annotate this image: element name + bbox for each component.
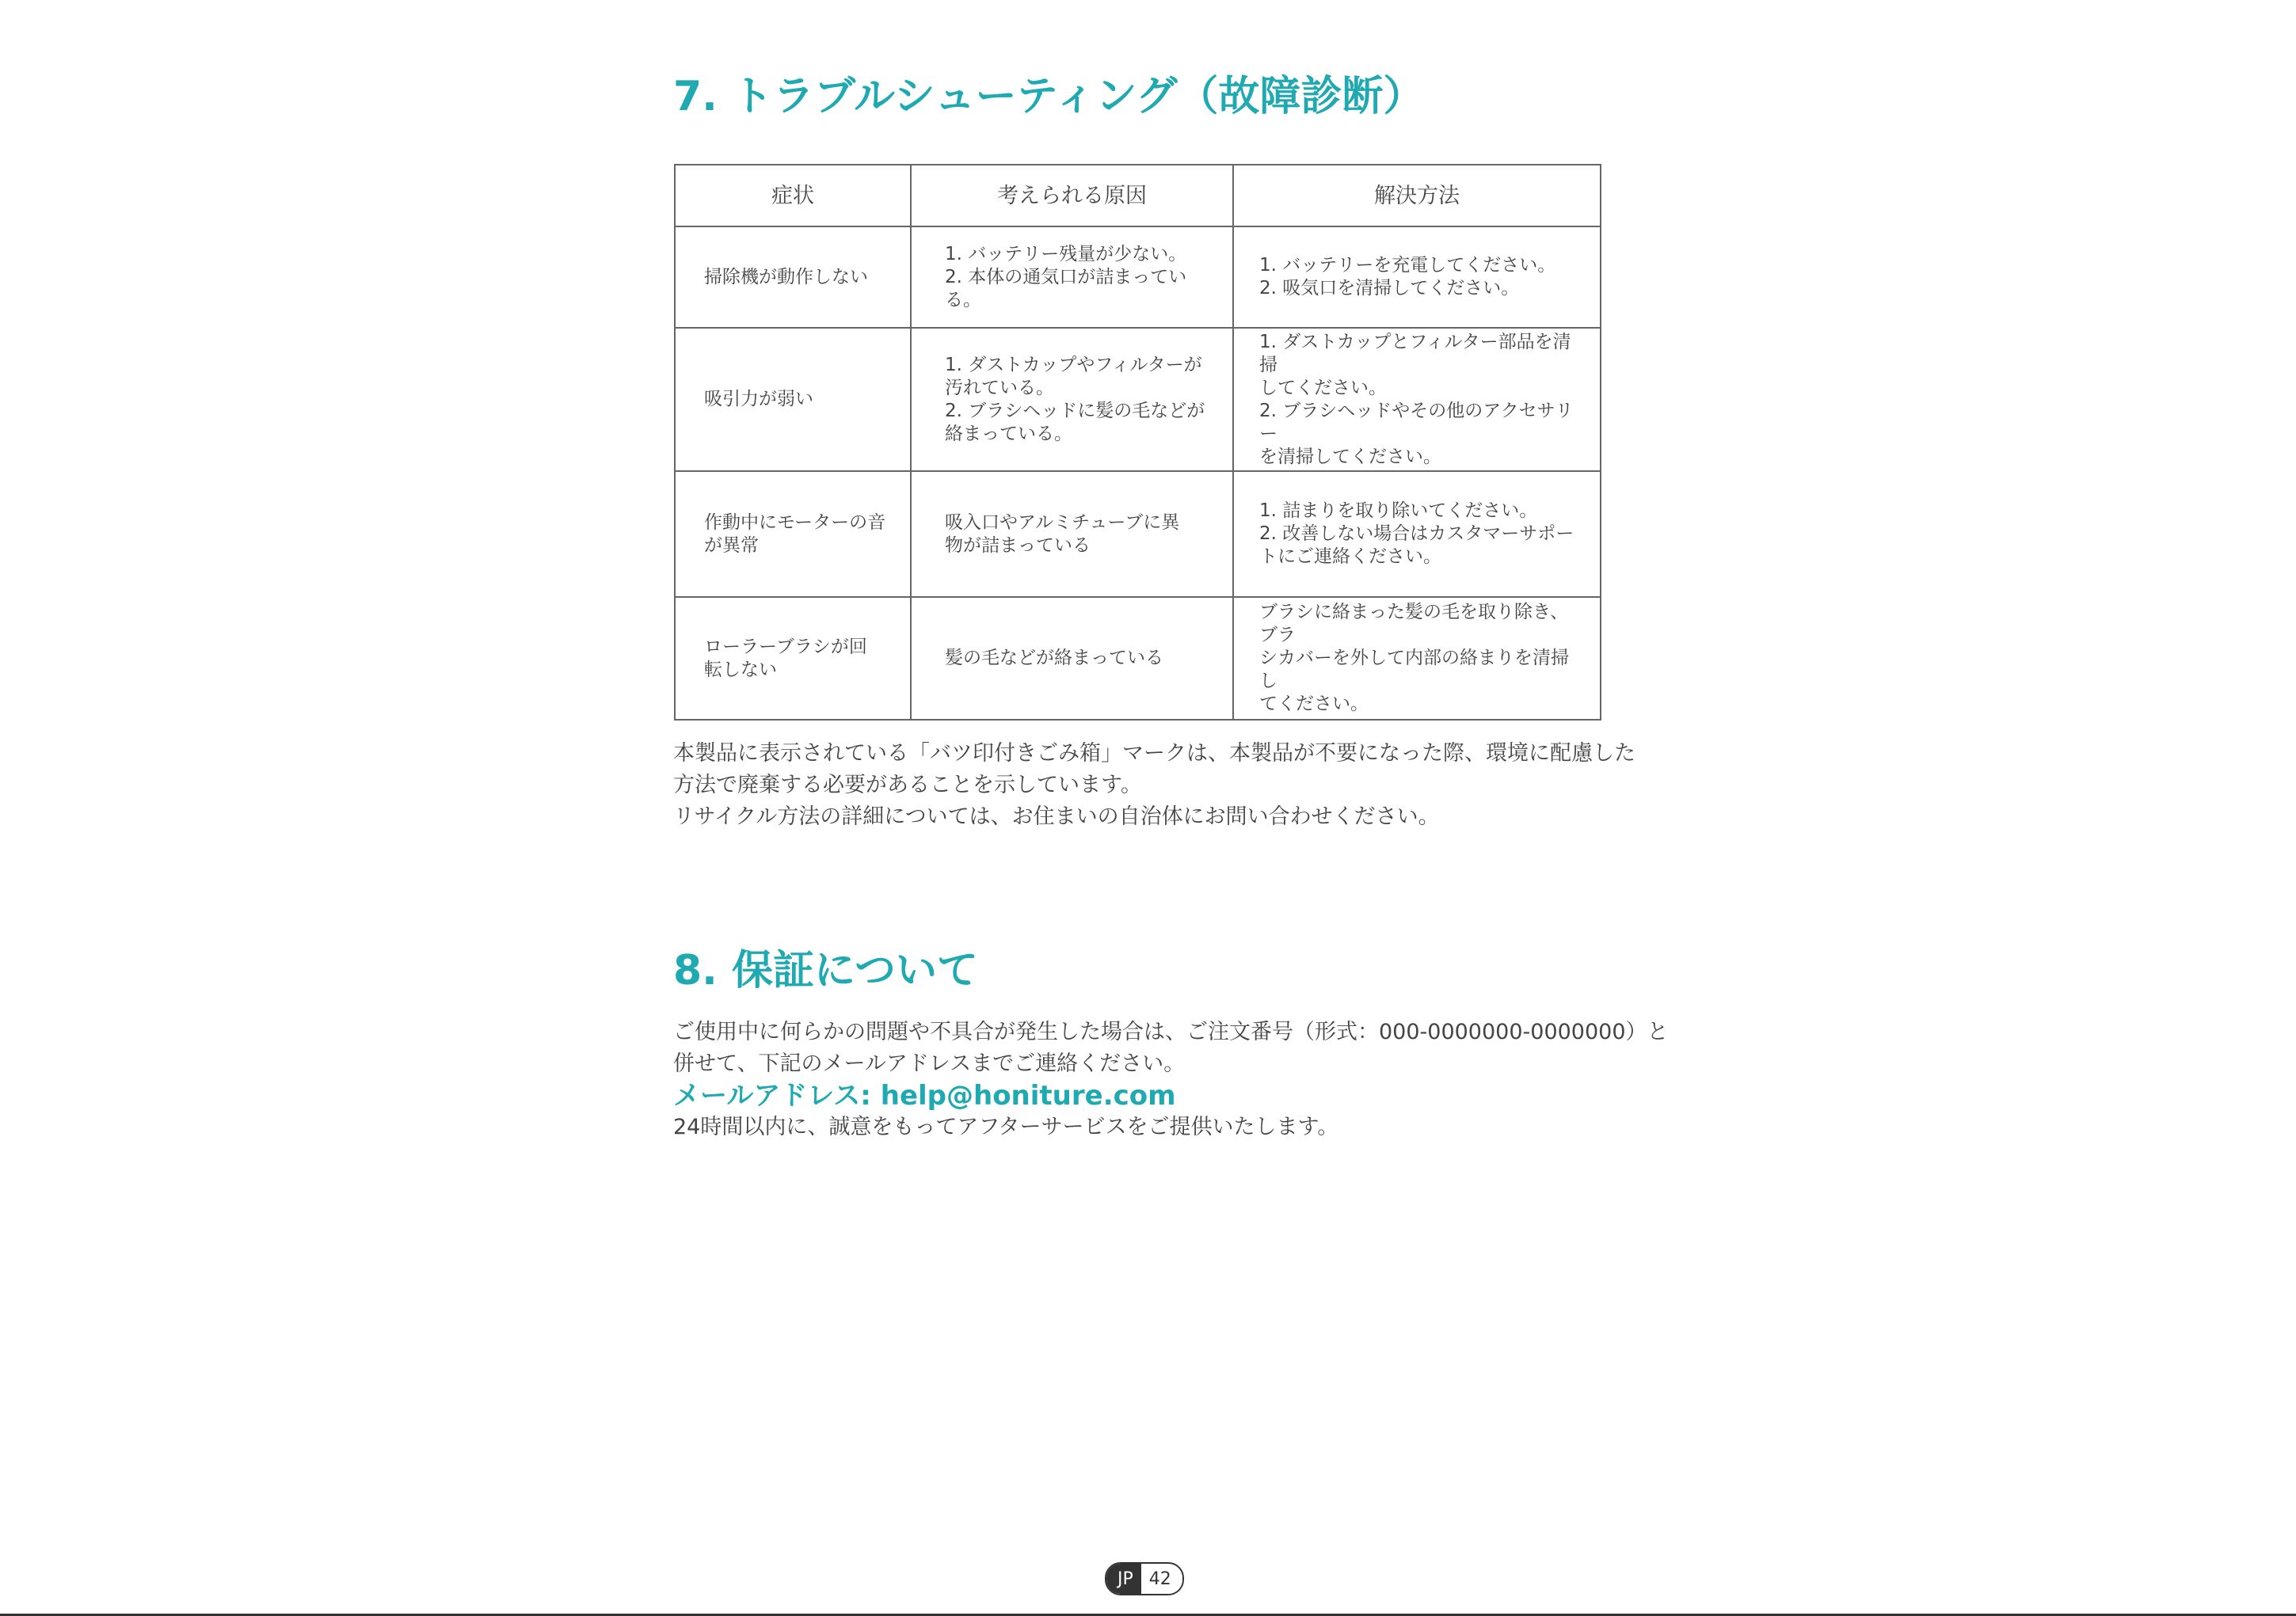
cause-cell: 1. バッテリー残量が少ない。 2. 本体の通気口が詰まってい る。 [911, 226, 1233, 328]
table-row [675, 226, 1601, 328]
table-row [675, 328, 1601, 471]
page-number: 42 [1141, 1564, 1182, 1594]
notice-line: リサイクル方法の詳細については、お住まいの自治体にお問い合わせください。 [673, 804, 1440, 829]
troubleshooting-heading: 7. トラブルシューティング（故障診断） [673, 73, 1425, 120]
table-row [675, 597, 1601, 720]
warranty-closing: 24時間以内に、誠意をもってアフターサービスをご提供いたします。 [673, 1115, 1339, 1139]
notice-line: 方法で廃棄する必要があることを示しています。 [673, 773, 1142, 797]
solution-cell: 1. バッテリーを充電してください。 2. 吸気口を清掃してください。 [1233, 226, 1601, 328]
table-row [675, 471, 1601, 597]
cause-cell: 髪の毛などが絡まっている [911, 597, 1233, 720]
disposal-notice [673, 738, 1635, 833]
warranty-line: 併せて、下記のメールアドレスまでご連絡ください。 [673, 1051, 1186, 1076]
symptom-cell: 吸引力が弱い [675, 328, 911, 471]
support-email[interactable]: メールアドレス: help@honiture.com [673, 1080, 1176, 1112]
symptom-cell: ローラーブラシが回 転しない [675, 597, 911, 720]
header-cause: 考えられる原因 [911, 165, 1233, 226]
symptom-cell: 掃除機が動作しない [675, 226, 911, 328]
header-solution: 解決方法 [1233, 165, 1601, 226]
solution-cell: 1. 詰まりを取り除いてください。 2. 改善しない場合はカスタマーサポー トにご連絡ください。 [1233, 471, 1601, 597]
notice-line: 本製品に表示されている「バツ印付きごみ箱」マークは、本製品が不要になった際、環境に配慮した [673, 741, 1635, 766]
cause-cell: 吸入口やアルミチューブに異 物が詰まっている [911, 471, 1233, 597]
table-header-row [675, 165, 1601, 226]
solution-cell: 1. ダストカップとフィルター部品を清掃 してください。 2. ブラシヘッドやその他のアクセサリー を清掃してください。 [1233, 328, 1601, 471]
symptom-cell: 作動中にモーターの音 が異常 [675, 471, 911, 597]
warranty-line: ご使用中に何らかの問題や不具合が発生した場合は、ご注文番号（形式：000-0000000-0000000）と [673, 1020, 1669, 1044]
solution-cell: ブラシに絡まった髪の毛を取り除き、ブラ シカバーを外して内部の絡まりを清掃し てください。 [1233, 597, 1601, 720]
page-number-badge [1105, 1562, 1184, 1595]
troubleshooting-table [674, 164, 1601, 721]
warranty-body [673, 1017, 1669, 1143]
cause-cell: 1. ダストカップやフィルターが 汚れている。 2. ブラシヘッドに髪の毛などが 絡まっている。 [911, 328, 1233, 471]
warranty-heading: 8. 保証について [673, 947, 978, 994]
language-label: JP [1106, 1564, 1141, 1594]
header-symptom: 症状 [675, 165, 911, 226]
